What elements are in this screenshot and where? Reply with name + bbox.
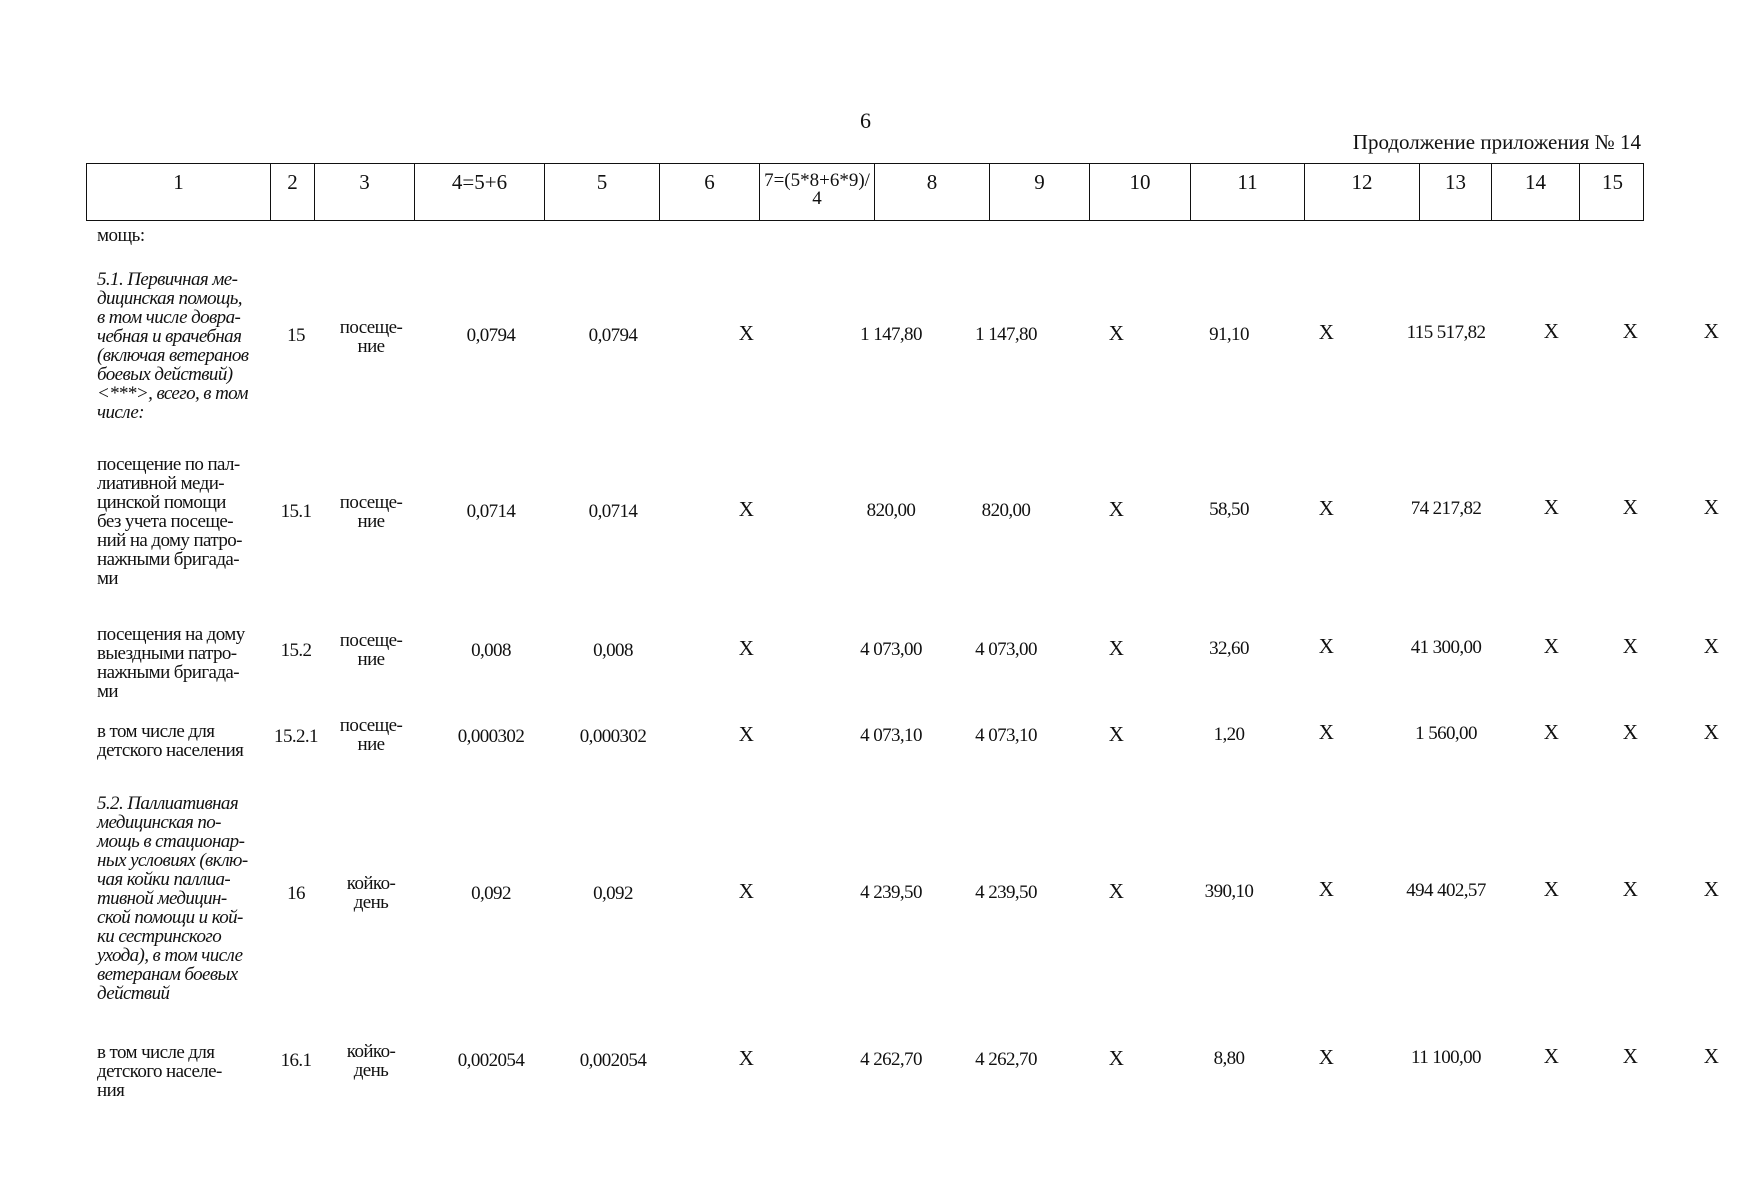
col-7-value: 4 262,70 <box>860 1049 922 1070</box>
row-unit: койко- день <box>346 873 396 913</box>
header-col-6: 6 <box>659 164 759 220</box>
col-5-value: 0,092 <box>593 883 633 904</box>
col-8-value: 4 239,50 <box>975 882 1037 903</box>
col-8-value: 4 073,00 <box>975 639 1037 660</box>
col-10-value: 58,50 <box>1209 499 1249 520</box>
col-15-value: X <box>1703 319 1719 343</box>
header-col-9: 9 <box>989 164 1089 220</box>
row-name: посещение по пал- лиативной меди- цинской помощи без учета посеще- ний на дому патро- нажными бригада- ми <box>97 454 242 589</box>
col-7-value: 4 239,50 <box>860 882 922 903</box>
col-8-value: 4 262,70 <box>975 1049 1037 1070</box>
row-unit: посеще- ние <box>339 630 403 670</box>
col-9-value: X <box>1108 321 1124 345</box>
col-10-value: 91,10 <box>1209 324 1249 345</box>
col-10-value: 390,10 <box>1204 881 1254 902</box>
col-12-value: 74 217,82 <box>1410 498 1482 519</box>
col-5-value: 0,0714 <box>588 501 638 522</box>
col-11-value: X <box>1318 634 1334 658</box>
col-6-value: X <box>738 636 754 660</box>
col-6-value: X <box>738 722 754 746</box>
row-unit: посеще- ние <box>339 492 403 532</box>
col-5-value: 0,002054 <box>579 1050 647 1071</box>
col-13-value: X <box>1543 495 1559 519</box>
header-col-7: 7=(5*8+6*9)/ 4 <box>759 164 874 220</box>
col-8-value: 820,00 <box>981 500 1031 521</box>
col-11-value: X <box>1318 496 1334 520</box>
continuation-text: мощь: <box>97 225 145 246</box>
col-10-value: 32,60 <box>1209 638 1249 659</box>
col-6-value: X <box>738 1046 754 1070</box>
col-15-value: X <box>1703 720 1719 744</box>
header-col-5: 5 <box>544 164 659 220</box>
col-9-value: X <box>1108 722 1124 746</box>
row-name: 5.1. Первичная ме- дицинская помощь, в том числе довра- чебная и врачебная (включая ветеранов боевых действий) <***>, всего, в том числе: <box>97 269 249 423</box>
col-11-value: X <box>1318 320 1334 344</box>
header-col-14: 14 <box>1491 164 1579 220</box>
header-col-10: 10 <box>1089 164 1190 220</box>
page-number: 6 <box>860 108 871 133</box>
col-11-value: X <box>1318 720 1334 744</box>
header-col-11: 11 <box>1190 164 1304 220</box>
col-7-value: 1 147,80 <box>860 324 922 345</box>
col-14-value: X <box>1622 634 1638 658</box>
col-12-value: 11 100,00 <box>1411 1047 1481 1068</box>
col-4-value: 0,0714 <box>466 501 516 522</box>
col-7-value: 820,00 <box>866 500 916 521</box>
col-12-value: 41 300,00 <box>1410 637 1482 658</box>
col-4-value: 0,002054 <box>457 1050 525 1071</box>
col-6-value: X <box>738 879 754 903</box>
col-10-value: 1,20 <box>1213 724 1245 745</box>
col-14-value: X <box>1622 319 1638 343</box>
col-6-value: X <box>738 321 754 345</box>
row-number: 15 <box>287 325 305 346</box>
row-name: в том числе для детского населе- ния <box>97 1042 222 1101</box>
col-9-value: X <box>1108 1046 1124 1070</box>
row-number: 15.1 <box>280 501 312 522</box>
col-12-value: 115 517,82 <box>1406 322 1486 343</box>
header-col-13: 13 <box>1419 164 1491 220</box>
row-number: 16 <box>287 883 305 904</box>
col-8-value: 4 073,10 <box>975 725 1037 746</box>
row-name: посещения на дому выездными патро- нажными бригада- ми <box>97 624 245 702</box>
col-14-value: X <box>1622 720 1638 744</box>
col-9-value: X <box>1108 497 1124 521</box>
header-col-1: 1 <box>173 170 184 194</box>
col-4-value: 0,000302 <box>457 726 525 747</box>
col-9-value: X <box>1108 636 1124 660</box>
col-14-value: X <box>1622 1044 1638 1068</box>
header-col-12: 12 <box>1304 164 1419 220</box>
col-13-value: X <box>1543 634 1559 658</box>
row-number: 16.1 <box>280 1050 312 1071</box>
row-number: 15.2.1 <box>274 726 318 747</box>
col-12-value: 494 402,57 <box>1406 880 1486 901</box>
col-10-value: 8,80 <box>1213 1048 1245 1069</box>
appendix-continuation-note: Продолжение приложения № 14 <box>1352 130 1641 154</box>
col-5-value: 0,000302 <box>579 726 647 747</box>
col-7-value: 4 073,00 <box>860 639 922 660</box>
col-15-value: X <box>1703 877 1719 901</box>
col-11-value: X <box>1318 1045 1334 1069</box>
col-4-value: 0,008 <box>471 640 511 661</box>
header-col-3: 3 <box>314 164 414 220</box>
col-11-value: X <box>1318 877 1334 901</box>
col-13-value: X <box>1543 319 1559 343</box>
row-number: 15.2 <box>280 640 312 661</box>
col-8-value: 1 147,80 <box>975 324 1037 345</box>
row-name: 5.2. Паллиативная медицинская по- мощь в стационар- ных условиях (вклю- чая койки паллиа- тивной медицин- ской помощи и кой- ки сестринского ухода), в том числе ветеранам боевых действий <box>97 793 248 1004</box>
row-unit: койко- день <box>346 1041 396 1081</box>
row-name: в том числе для детского населения <box>97 721 244 761</box>
col-14-value: X <box>1622 495 1638 519</box>
col-13-value: X <box>1543 877 1559 901</box>
row-unit: посеще- ние <box>339 715 403 755</box>
row-unit: посеще- ние <box>339 317 403 357</box>
col-13-value: X <box>1543 1044 1559 1068</box>
header-col-4: 4=5+6 <box>414 164 544 220</box>
col-15-value: X <box>1703 1044 1719 1068</box>
col-5-value: 0,008 <box>593 640 633 661</box>
col-9-value: X <box>1108 879 1124 903</box>
header-col-8: 8 <box>874 164 989 220</box>
col-15-value: X <box>1703 634 1719 658</box>
col-7-value: 4 073,10 <box>860 725 922 746</box>
col-15-value: X <box>1703 495 1719 519</box>
header-col-15: 15 <box>1579 164 1645 220</box>
col-4-value: 0,0794 <box>466 325 516 346</box>
col-12-value: 1 560,00 <box>1415 723 1477 744</box>
col-13-value: X <box>1543 720 1559 744</box>
col-6-value: X <box>738 497 754 521</box>
header-col-2: 2 <box>270 164 314 220</box>
table-header-row <box>86 163 1644 221</box>
col-4-value: 0,092 <box>471 883 511 904</box>
col-14-value: X <box>1622 877 1638 901</box>
col-5-value: 0,0794 <box>588 325 638 346</box>
